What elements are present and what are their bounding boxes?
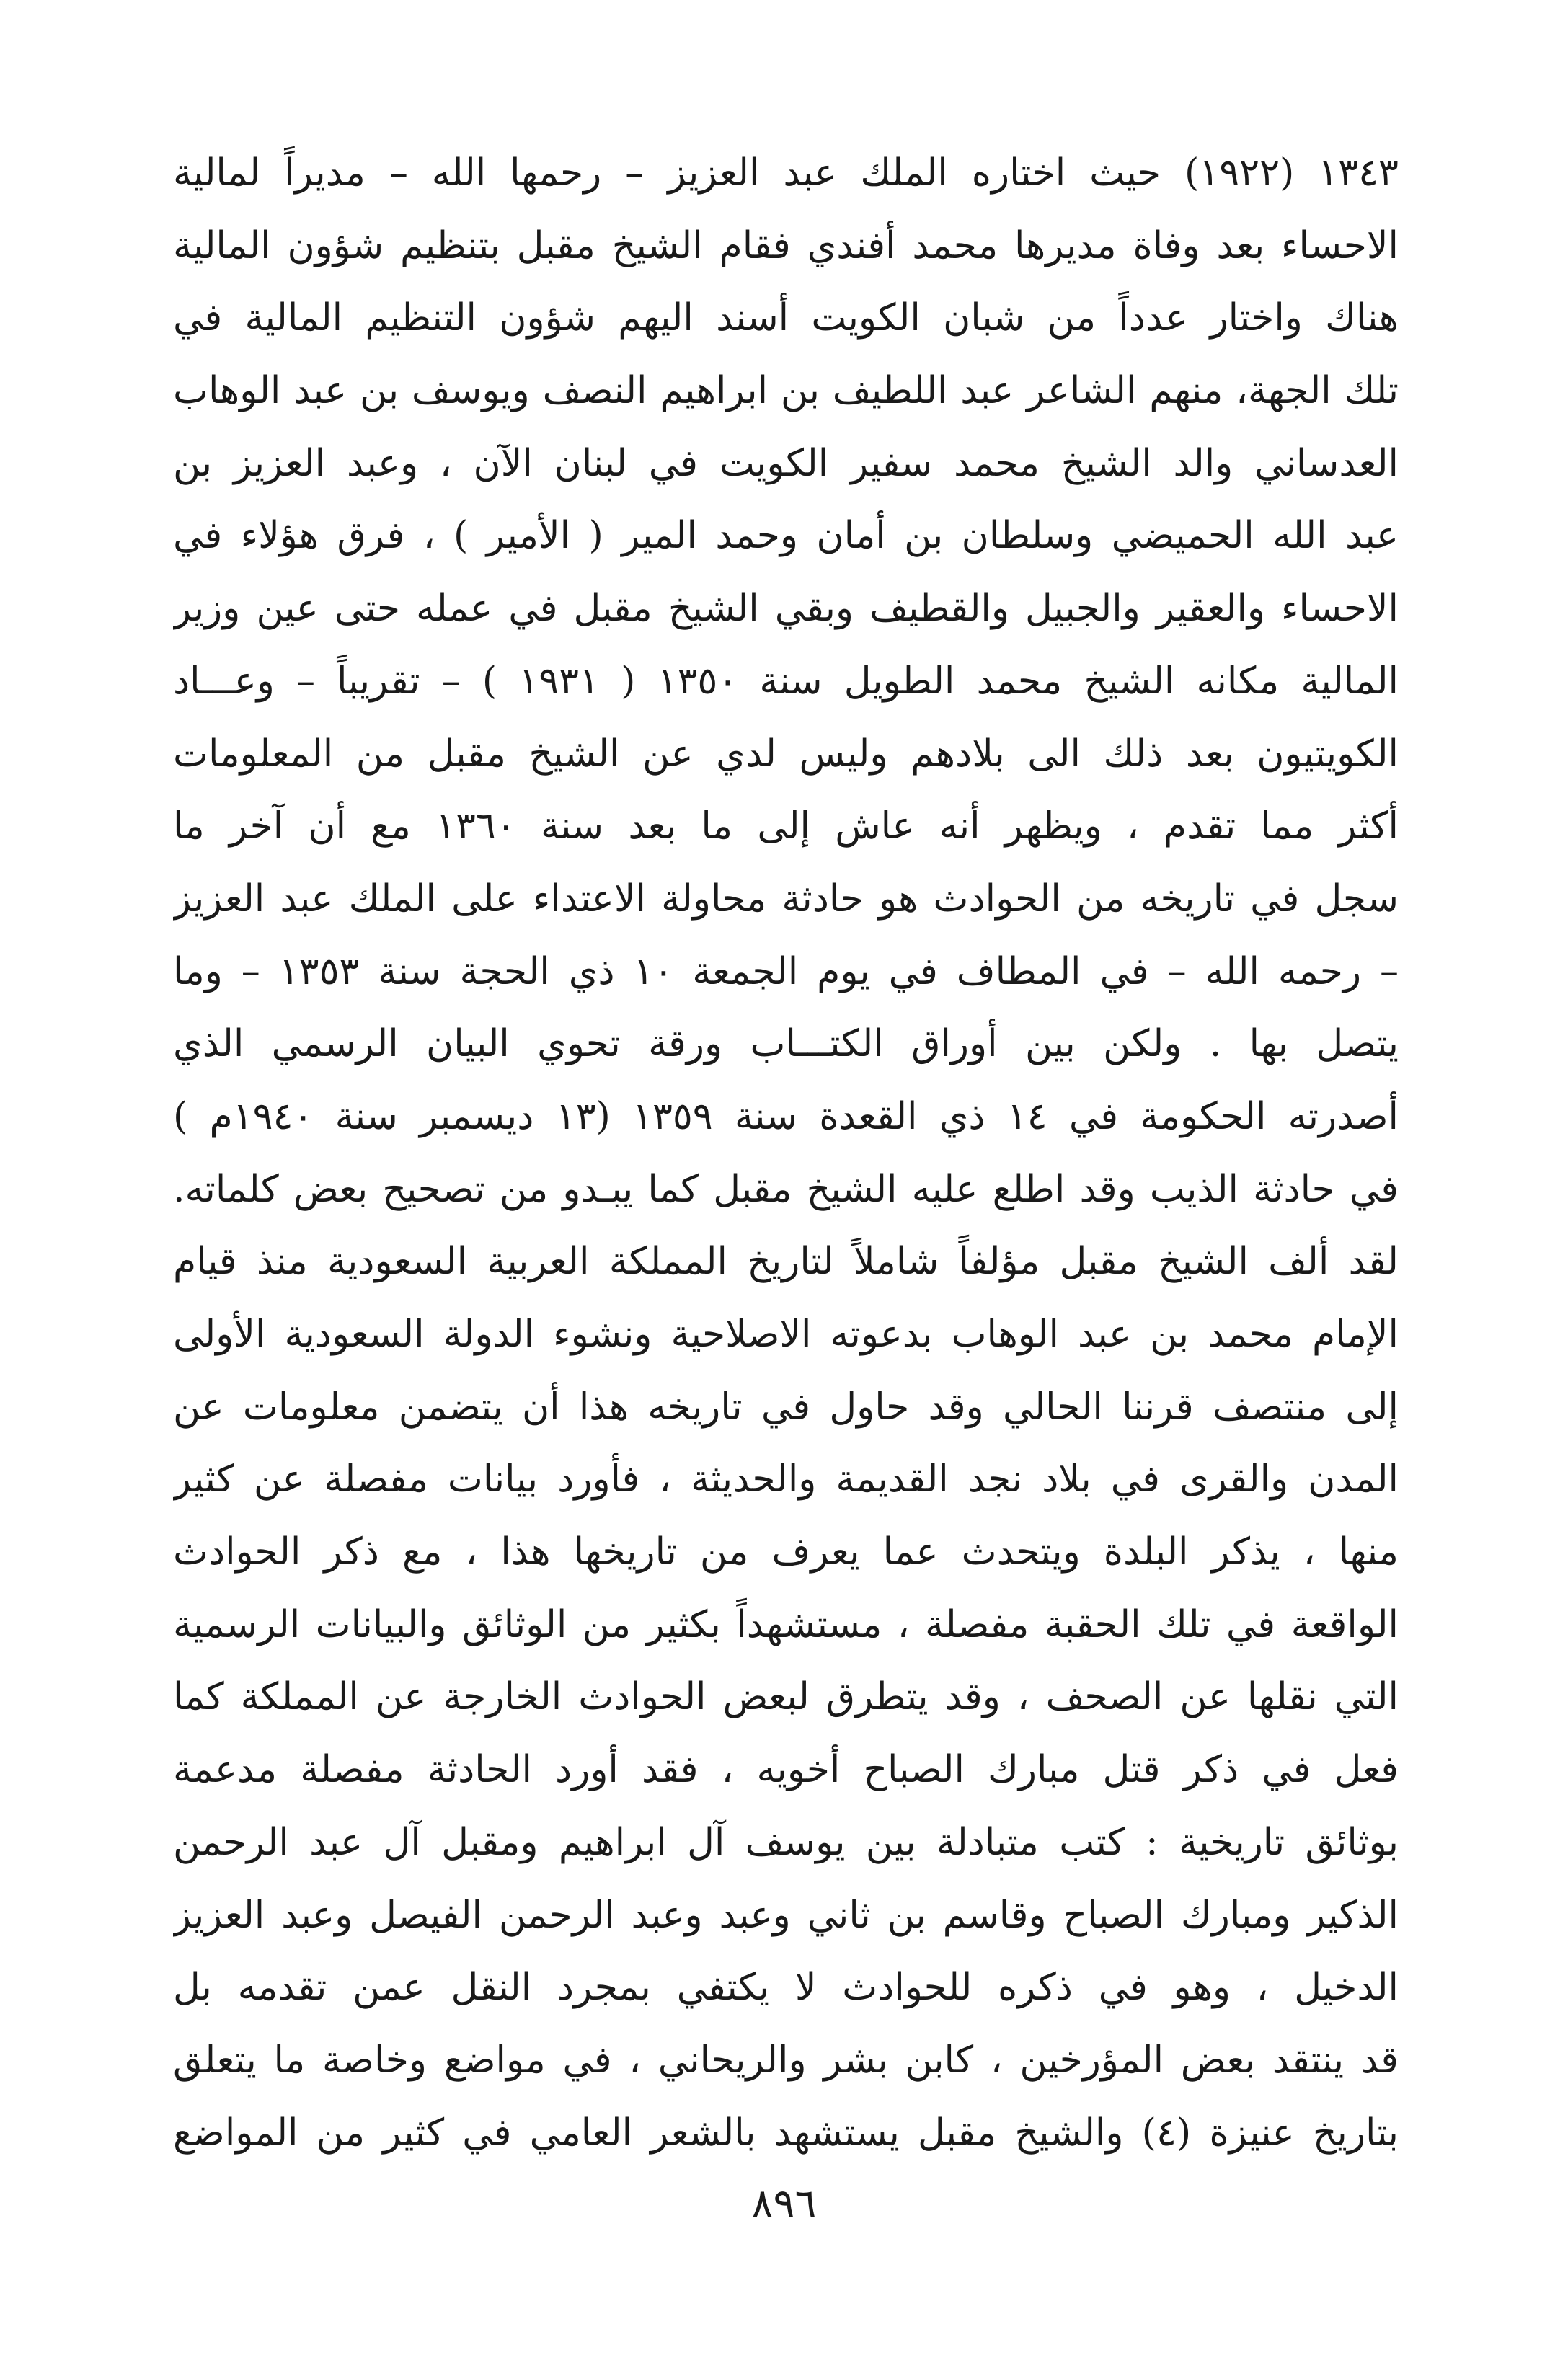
text-line: يتصل بها . ولكن بين أوراق الكتـــاب ورقة تحوي البيان الرسمي الذي <box>173 1022 1399 1066</box>
body-text <box>173 137 1399 2169</box>
text-line: هناك واختار عدداً من شبان الكويت أسند اليهم شؤون التنظيم المالية في <box>173 296 1399 340</box>
text-line: بوثائق تاريخية : كتب متبادلة بين يوسف آل ابراهيم ومقبل آل عبد الرحمن <box>173 1820 1399 1864</box>
text-line: الواقعة في تلك الحقبة مفصلة ، مستشهداً بكثير من الوثائق والبيانات الرسمية <box>173 1602 1399 1646</box>
text-line: فعل في ذكر قتل مبارك الصباح أخويه ، فقد أورد الحادثة مفصلة مدعمة <box>173 1748 1399 1792</box>
text-line: الكويتيون بعد ذلك الى بلادهم وليس لدي عن الشيخ مقبل من المعلومات <box>173 732 1399 776</box>
text-line: قد ينتقد بعض المؤرخين ، كابن بشر والريحاني ، في مواضع وخاصة ما يتعلق <box>173 2038 1399 2082</box>
text-line: المدن والقرى في بلاد نجد القديمة والحديثة ، فأورد بيانات مفصلة عن كثير <box>173 1458 1399 1502</box>
text-line: – رحمه الله – في المطاف في يوم الجمعة ١٠ ذي الحجة سنة ١٣٥٣ – وما <box>173 949 1399 993</box>
text-line: إلى منتصف قرننا الحالي وقد حاول في تاريخه هذا أن يتضمن معلومات عن <box>173 1385 1399 1429</box>
text-line: المالية مكانه الشيخ محمد الطويل سنة ١٣٥٠ ( ١٩٣١ ) – تقريباً – وعـــاد <box>173 659 1399 703</box>
text-line: الاحساء والعقير والجبيل والقطيف وبقي الشيخ مقبل في عمله حتى عين وزير <box>173 587 1399 631</box>
page-number: ٨٩٦ <box>751 2181 817 2227</box>
text-line: في حادثة الذيب وقد اطلع عليه الشيخ مقبل كما يبـدو من تصحيح بعض كلماته. <box>173 1167 1399 1211</box>
text-line: تلك الجهة، منهم الشاعر عبد اللطيف بن ابراهيم النصف ويوسف بن عبد الوهاب <box>173 369 1399 413</box>
text-line: العدساني والد الشيخ محمد سفير الكويت في لبنان الآن ، وعبد العزيز بن <box>173 441 1399 485</box>
text-line: عبد الله الحميضي وسلطان بن أمان وحمد المير ( الأمير ) ، فرق هؤلاء في <box>173 514 1399 558</box>
text-line: الاحساء بعد وفاة مديرها محمد أفندي فقام الشيخ مقبل بتنظيم شؤون المالية <box>173 223 1399 267</box>
text-line: منها ، يذكر البلدة ويتحدث عما يعرف من تاريخها هذا ، مع ذكر الحوادث <box>173 1530 1399 1574</box>
text-line: بتاريخ عنيزة (٤) والشيخ مقبل يستشهد بالشعر العامي في كثير من المواضع <box>173 2111 1399 2155</box>
text-line: الدخيل ، وهو في ذكره للحوادث لا يكتفي بمجرد النقل عمن تقدمه بل <box>173 1966 1399 2010</box>
text-line: ١٣٤٣ (١٩٢٢) حيث اختاره الملك عبد العزيز – رحمها الله – مديراً لمالية <box>173 151 1399 195</box>
text-line: أكثر مما تقدم ، ويظهر أنه عاش إلى ما بعد سنة ١٣٦٠ مع أن آخر ما <box>173 804 1399 848</box>
text-line: الإمام محمد بن عبد الوهاب بدعوته الاصلاحية ونشوء الدولة السعودية الأولى <box>173 1313 1399 1356</box>
text-line: أصدرته الحكومة في ١٤ ذي القعدة سنة ١٣٥٩ (١٣ ديسمبر سنة ١٩٤٠م ) <box>173 1094 1399 1138</box>
text-line: الذكير ومبارك الصباح وقاسم بن ثاني وعبد وعبد الرحمن الفيصل وعبد العزيز <box>173 1893 1399 1937</box>
text-line: لقد ألف الشيخ مقبل مؤلفاً شاملاً لتاريخ المملكة العربية السعودية منذ قيام <box>173 1240 1399 1284</box>
text-line: التي نقلها عن الصحف ، وقد يتطرق لبعض الحوادث الخارجة عن المملكة كما <box>173 1675 1399 1719</box>
text-line: سجل في تاريخه من الحوادث هو حادثة محاولة الاعتداء على الملك عبد العزيز <box>173 877 1399 921</box>
